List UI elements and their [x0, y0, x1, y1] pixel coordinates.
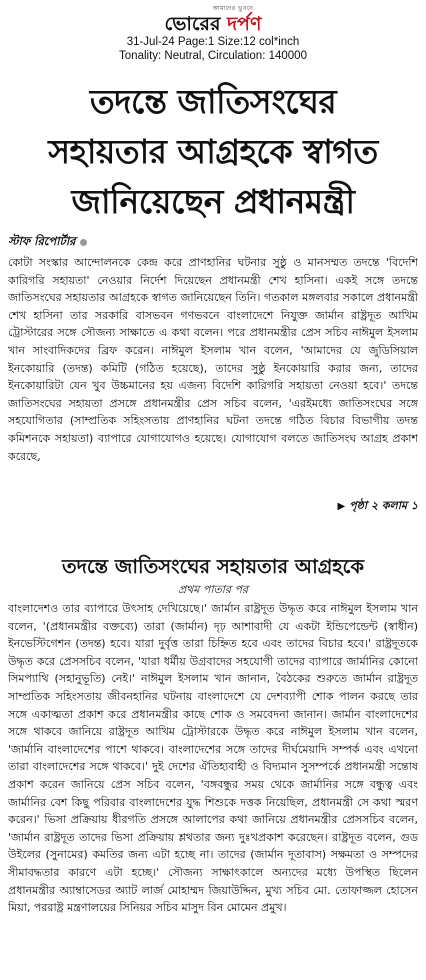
clipping-header: [0, 0, 426, 63]
logo-tagline: আমাদের ভুবনে: [212, 5, 254, 12]
headline-line-1: তদন্তে জাতিসংঘের: [89, 82, 337, 121]
spacer: [0, 514, 426, 554]
headline-line-3: জানিয়েছেন প্রধানমন্ত্রী: [71, 182, 355, 221]
clipping-date-size: 31-Jul-24 Page:1 Size:12 col*inch: [126, 36, 300, 48]
continued-on-text: পৃষ্ঠা ২ কলাম ১: [349, 498, 418, 512]
article-paragraph: কোটা সংস্কার আন্দোলনকে কেন্দ্র করে প্রাণহানির ঘটনার সুষ্ঠু ও মানসম্মত তদন্তে 'বিদেশি কারিগরি সহায়তা' নেওয়ার নির্দেশ দিয়েছেন প্রধানমন্ত্রী শেখ হাসিনা। একই সঙ্গে তদন্তে জাতিসংঘের সহায়তার আগ্রহকে স্বাগত জানিয়েছেন তিনি। গতকাল মঙ্গলবার সকালে প্রধানমন্ত্রী শেখ হাসিনা তার সরকারি বাসভবন গণভবনে বাংলাদেশে নিযুক্ত জার্মান রাষ্ট্রদূত আখিম ট্রোস্টারের সঙ্গে সৌজন্য সাক্ষাতে এ কথা বলেন। পরে প্রধানমন্ত্রীর প্রেস সচিব নাঈমুল ইসলাম খান সাংবাদিকদের ব্রিফ করেন। নাঈমুল ইসলাম খান বলেন, 'আমাদের যে জুডিসিয়াল ইনকোয়ারি (তদন্ত) কমিটি (গঠিত হয়েছে), তাদের সুষ্ঠু ইনকোয়ারি করার জন্য, তাদের ইনকোয়ারিটা যেন খুব উচ্চমানের হয় এজন্য বিদেশি কারিগরি সহায়তা নেওয়া হবে।' তদন্তে জাতিসংঘের সহায়তা প্রসঙ্গে প্রধানমন্ত্রীর প্রেস সচিব বলেন, 'এরইমধ্যে জাতিসংঘের সঙ্গে সহযোগিতার (সাম্প্রতিক সহিংসতায় প্রাণহানির ঘটনা তদন্তে গঠিত বিচার বিভাগীয় তদন্ত কমিশনকে সহায়তা) ব্যাপারে যোগাযোগও হয়েছে। যোগাযোগ বলতে জাতিসংঘ আগ্রহ প্রকাশ করেছে,: [8, 256, 418, 463]
continued-on: [8, 498, 418, 514]
newspaper-logo: [165, 13, 262, 35]
article-body: [8, 254, 418, 498]
continuation-headline: তদন্তে জাতিসংঘের সহায়তার আগ্রহকে: [61, 555, 365, 578]
logo-word-2: দর্পণ: [227, 13, 262, 35]
byline-bullet-icon: [80, 239, 87, 246]
clipping-tonality-circulation: Tonality: Neutral, Circulation: 140000: [119, 50, 307, 62]
byline-text: স্টাফ রিপোর্টার: [8, 234, 76, 248]
continue-arrow-icon: ▶: [337, 500, 346, 512]
continuation-paragraph: বাংলাদেশও তার ব্যাপারে উৎসাহ দেখিয়েছে।' জার্মান রাষ্ট্রদূত উদ্ধৃত করে নাঈমুল ইসলাম খান বলেন, '(প্রধানমন্ত্রীর বক্তব্যে) তারা (জার্মান) দৃঢ় আশাবাদী যে একটা ইন্ডিপেন্ডেন্ট (স্বাধীন) ইনভেস্টিগেশন (তদন্ত) হবে। যারা দুর্বৃত্ত তারা চিহ্নিত হবে এবং তাদের বিচার হবে।' রাষ্ট্রদূতকে উদ্ধৃত করে প্রেসসচিব বলেন, 'যারা ধর্মীয় উগ্রবাদের সহযোগী তাদের ব্যাপারে জার্মানির কোনো সিমপ্যাথি (সহানুভূতি) নেই।' নাঈমুল ইসলাম খান জানান, বৈঠকের শুরুতে জার্মান রাষ্ট্রদূত সাম্প্রতিক সহিংসতায় জীবনহানির ঘটনায় বাংলাদেশে যে দেশব্যাপী শোক পালন করছে তার সঙ্গে একাত্মতা প্রকাশ করে প্রধানমন্ত্রীর কাছে শোক ও সমবেদনা জানান। জার্মান বাংলাদেশের সঙ্গে থাকবে জানিয়ে রাষ্ট্রদূত আখিম ট্রোস্টারকে উদ্ধৃত করে নাঈমুল ইসলাম খান বলেন, 'জার্মানি বাংলাদেশের পাশে থাকবে। বাংলাদেশের সঙ্গে তাদের দীর্ঘমেয়াদি সম্পর্ক এবং এখনো তারা বাংলাদেশের সঙ্গে থাকবে।' দুই দেশের ঐতিহ্যবাহী ও বিদ্যমান সুসম্পর্কে প্রধানমন্ত্রী সন্তোষ প্রকাশ করেন জানিয়ে প্রেস সচিব বলেন, 'বঙ্গবন্ধুর সময় থেকে জার্মানির সঙ্গে বন্ধুত্ব এবং জার্মানির বেশ কিছু পরিবার বাংলাদেশের যুদ্ধ শিশুকে দত্তক নিয়েছিল, প্রধানমন্ত্রী সে কথা স্মরণ করেন।' ভিসা প্রক্রিয়ায় ধীরগতি প্রসঙ্গে আলাপের কথা জানিয়ে প্রধানমন্ত্রীর প্রেসসচিব বলেন, 'জার্মান রাষ্ট্রদূত তাদের ভিসা প্রক্রিয়ায় শ্লথতার জন্য দুঃখপ্রকাশ করেছেন। রাষ্ট্রদূত বলেন, গুড উইলের (সুনামের) কমতির জন্য এটা হচ্ছে না। তাদের (জার্মান দূতাবাস) সক্ষমতা ও সম্পদের সীমাবদ্ধতার কারণে এটা হচ্ছে।' সৌজন্য সাক্ষাৎকালে অন্যদের মধ্যে উপস্থিত ছিলেন প্রধানমন্ত্রীর অ্যাম্বাসেডর অ্যাট লার্জ মোহাম্মদ জিয়াউদ্দিন, মুখ্য সচিব মো. তোফাজ্জল হোসেন মিয়া, পররাষ্ট্র মন্ত্রণালয়ের সিনিয়র সচিব মাসুদ বিন মোমেন প্রমুখ।: [8, 602, 418, 915]
byline: [8, 233, 426, 252]
headline-line-2: সহায়তার আগ্রহকে স্বাগত: [48, 132, 378, 171]
article-headline: [10, 77, 416, 227]
continued-from-label: প্রথম পাতার পর: [177, 583, 249, 596]
logo-word-1: ভোরের: [164, 13, 221, 35]
continuation-body: [8, 600, 418, 980]
